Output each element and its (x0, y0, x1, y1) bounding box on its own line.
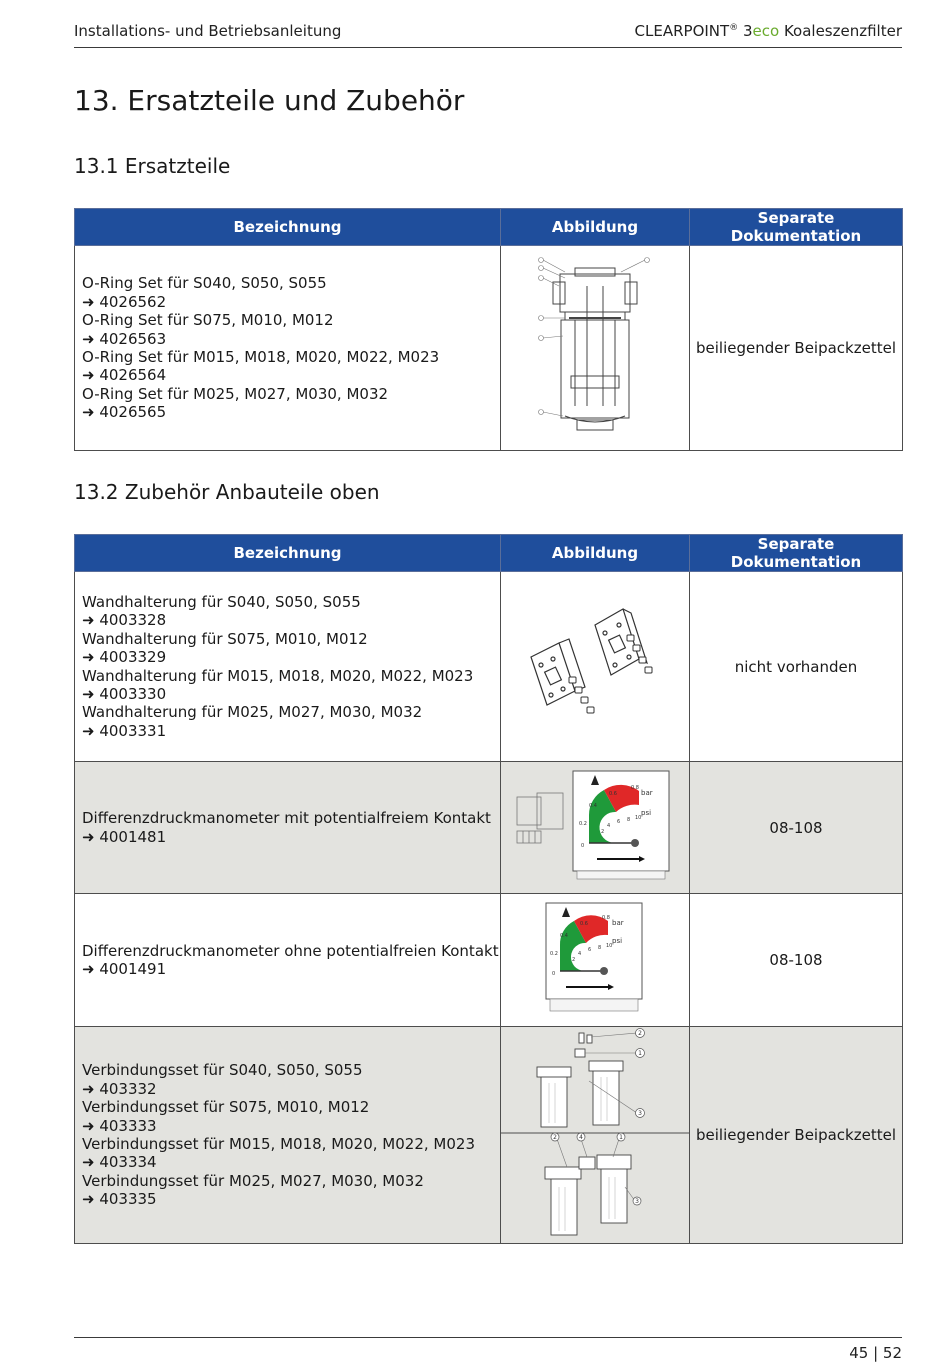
bar-tick-label: 0 (552, 971, 556, 977)
table-header-row (75, 535, 903, 572)
documentation-cell: beiliegender Beipackzettel (690, 1027, 903, 1244)
part-description (75, 762, 501, 894)
part-description (75, 1027, 501, 1244)
documentation-cell: beiliegender Beipackzettel (690, 246, 903, 451)
psi-tick-label: 8 (627, 816, 631, 823)
part-line: O-Ring Set für M015, M018, M020, M022, M023 (82, 348, 440, 366)
part-number: ➜ 4003331 (82, 721, 167, 740)
bar-tick-label: 0.4 (589, 802, 597, 809)
table-row (75, 1027, 903, 1244)
documentation-cell: 08-108 (690, 762, 903, 894)
part-number: ➜ 4001491 (82, 960, 167, 978)
column-header: Separate Dokumentation (690, 535, 903, 572)
callout-number: 1 (638, 1050, 642, 1057)
part-description (75, 894, 501, 1027)
column-header: Abbildung (501, 535, 690, 572)
page-footer (74, 1337, 902, 1362)
documentation-cell: nicht vorhanden (690, 572, 903, 762)
bar-tick-label: 0.6 (580, 921, 588, 927)
brand-name: CLEARPOINT (634, 22, 730, 40)
part-number: ➜ 4026565 (82, 403, 167, 422)
table-row (75, 572, 903, 762)
psi-tick-label: 6 (588, 947, 592, 953)
page-number: 45 | 52 (849, 1344, 902, 1362)
part-number: ➜ 4026564 (82, 366, 167, 385)
part-line: Verbindungsset für S040, S050, S055 (82, 1061, 363, 1080)
psi-tick-label: 8 (598, 945, 602, 951)
callout-number: 4 (579, 1134, 583, 1141)
callout-number: 3 (638, 1110, 642, 1117)
part-number: ➜ 403335 (82, 1190, 157, 1209)
part-line: Wandhalterung für S040, S050, S055 (82, 592, 361, 611)
part-number: ➜ 4026563 (82, 329, 167, 348)
table-row (75, 894, 903, 1027)
part-image-cell (501, 894, 690, 1027)
bar-unit-label: bar (612, 919, 624, 927)
part-line: Verbindungsset für M015, M018, M020, M022, M023 (82, 1135, 475, 1153)
part-number: ➜ 4003330 (82, 684, 167, 703)
part-line: O-Ring Set für S040, S050, S055 (82, 274, 327, 293)
spare-parts-table (74, 208, 903, 451)
connection-set-drawing (501, 1027, 689, 1239)
documentation-cell: 08-108 (690, 894, 903, 1027)
psi-tick-label: 4 (578, 951, 582, 957)
model-number: 3 (742, 22, 753, 40)
callout-number: 3 (635, 1198, 639, 1205)
callout-number: 1 (619, 1134, 623, 1141)
part-number: ➜ 403333 (82, 1116, 157, 1135)
part-line: O-Ring Set für M025, M027, M030, M032 (82, 384, 389, 403)
part-line: Wandhalterung für M025, M027, M030, M032 (82, 703, 423, 722)
part-line: Verbindungsset für M025, M027, M030, M032 (82, 1171, 424, 1190)
page-header (74, 20, 902, 48)
psi-tick-label: 10 (635, 814, 642, 821)
psi-tick-label: 2 (601, 828, 605, 835)
bar-tick-label: 0.8 (631, 784, 639, 791)
psi-unit-label: psi (641, 808, 652, 817)
psi-unit-label: psi (612, 937, 623, 945)
pressure-gauge-with-contact (515, 767, 675, 885)
part-description (75, 572, 501, 762)
product-type: Koaleszenzfilter (783, 22, 902, 40)
column-header: Bezeichnung (75, 209, 501, 246)
psi-tick-label: 10 (606, 943, 613, 949)
part-line: Differenzdruckmanometer mit potentialfreiem Kontakt (82, 809, 491, 828)
part-number: ➜ 4026562 (82, 292, 167, 311)
section-heading-spare-parts: 13.1 Ersatzteile (74, 154, 231, 178)
table-row (75, 762, 903, 894)
accessories-table (74, 534, 903, 1244)
part-image-cell (501, 246, 690, 451)
part-image-cell (501, 572, 690, 762)
pressure-gauge (540, 899, 650, 1017)
filter-housing-drawing (535, 256, 655, 436)
psi-tick-label: 6 (617, 818, 621, 825)
part-line: Wandhalterung für S075, M010, M012 (82, 629, 368, 648)
part-line: Wandhalterung für M015, M018, M020, M022, M023 (82, 666, 474, 685)
registered-mark: ® (729, 23, 739, 33)
part-number: ➜ 4003328 (82, 611, 167, 630)
column-header: Separate Dokumentation (690, 209, 903, 246)
part-line: O-Ring Set für S075, M010, M012 (82, 311, 334, 330)
table-row (75, 246, 903, 451)
part-description (75, 246, 501, 451)
table-header-row (75, 209, 903, 246)
chapter-title: 13. Ersatzteile und Zubehör (74, 84, 465, 117)
part-number: ➜ 4003329 (82, 648, 167, 667)
bar-unit-label: bar (641, 788, 653, 797)
callout-number: 2 (638, 1030, 642, 1037)
column-header: Bezeichnung (75, 535, 501, 572)
product-name (635, 22, 902, 40)
section-heading-accessories: 13.2 Zubehör Anbauteile oben (74, 480, 380, 504)
part-line: Verbindungsset für S075, M010, M012 (82, 1098, 370, 1117)
part-number: ➜ 4001481 (82, 827, 167, 846)
part-line: Differenzdruckmanometer ohne potentialfreien Kontakt (82, 941, 499, 960)
model-eco: eco (752, 22, 780, 40)
part-number: ➜ 403332 (82, 1079, 157, 1098)
doc-type: Installations- und Betriebsanleitung (74, 22, 342, 40)
psi-tick-label: 4 (607, 822, 611, 829)
bar-tick-label: 0 (581, 842, 585, 849)
bar-tick-label: 0.2 (579, 820, 587, 827)
part-image-cell (501, 762, 690, 894)
bar-tick-label: 0.4 (560, 933, 568, 939)
column-header: Abbildung (501, 209, 690, 246)
part-number: ➜ 403334 (82, 1153, 157, 1172)
wall-bracket-drawing (525, 605, 665, 725)
bar-tick-label: 0.8 (602, 915, 610, 921)
bar-tick-label: 0.6 (609, 790, 617, 797)
psi-tick-label: 2 (572, 957, 576, 963)
callout-number: 2 (553, 1134, 557, 1141)
part-image-cell (501, 1027, 690, 1244)
bar-tick-label: 0.2 (550, 951, 558, 957)
